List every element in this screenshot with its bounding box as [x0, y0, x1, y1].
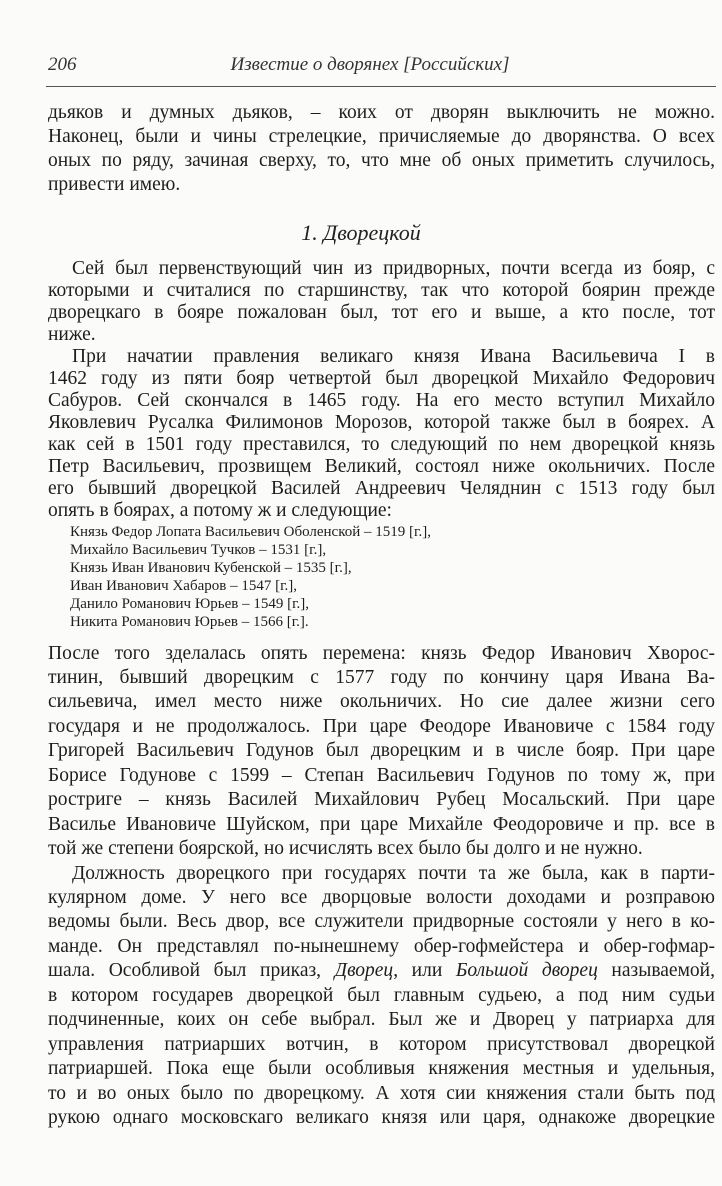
list-item: Князь Федор Лопата Васильевич Оболенской – 1519 [г.],: [70, 523, 431, 540]
text-line: После того зделалась опять перемена: князь Федор Иванович Хворос-: [48, 642, 715, 664]
text-line: в котором государев дворецкой был главным судьею, а под ним судьи: [48, 984, 715, 1006]
text-line: [48, 960, 715, 981]
text-line: Должность дворецкого при государях почти та же была, как в парти-: [72, 862, 715, 884]
text-line: опять в боярах, а потому ж и следующие:: [48, 499, 392, 521]
header-rule: [46, 86, 716, 87]
list-item: Михайло Васильевич Тучков – 1531 [г.],: [70, 541, 327, 558]
text-line: ведомы были. Весь двор, все служители придворные состояли у него в ко-: [48, 911, 715, 933]
text-line: ниже.: [48, 323, 96, 345]
text-line: Яковлевич Русалка Филимонов Морозов, которой также был в боярех. А: [48, 411, 715, 433]
text-line: сильевича, имел место ниже окольничих. Но сие далее жизни сего: [48, 691, 715, 713]
text-line: патриаршей. Пока еще были особливыя княжения местныя и удельныя,: [48, 1058, 715, 1080]
text-line: той же степени боярской, но исчислять всех было бы долго и не нужно.: [48, 838, 643, 860]
text-line: привести имею.: [48, 173, 181, 195]
text-line: манде. Он представлял по-нынешнему обер-гофмейстера и обер-гофмар-: [48, 935, 715, 957]
list-item: Данило Романович Юрьев – 1549 [г.],: [70, 595, 310, 612]
text-line: управления патриарших вотчин, в котором присутствовал дворецкой: [48, 1033, 715, 1055]
italic-term: Дворец: [334, 960, 394, 982]
running-title: Известие о дворянех [Российских]: [230, 54, 510, 75]
list-item: Князь Иван Иванович Кубенской – 1535 [г.],: [70, 559, 352, 576]
page-number: 206: [48, 54, 77, 75]
text-line: то и во оных было по дворецкому. А хотя сии княжения стали быть под: [48, 1082, 715, 1104]
text-line: дьяков и думных дьяков, – коих от дворян выключить не можно.: [48, 101, 715, 123]
text-span: , или: [393, 960, 456, 982]
text-line: Василье Ивановиче Шуйском, при царе Михайле Феодоровиче и пр. все в: [48, 813, 715, 835]
text-line: тинин, бывший дворецким с 1577 году по кончину царя Ивана Ва-: [48, 666, 715, 688]
text-line: При начатии правления великаго князя Ивана Васильевича I в: [72, 345, 715, 367]
text-line: Сабуров. Сей скончался в 1465 году. На его место вступил Михайло: [48, 389, 715, 411]
text-span: называемой,: [597, 960, 715, 982]
list-item: Никита Романович Юрьев – 1566 [г.].: [70, 613, 309, 630]
text-span: шала. Особливой был приказ,: [48, 960, 335, 982]
section-heading: 1. Дворецкой: [301, 220, 421, 245]
text-line: как сей в 1501 году преставился, то следующий по нем дворецкой князь: [48, 433, 715, 455]
text-line: Наконец, были и чины стрелецкие, причисляемые до дворянства. О всех: [48, 125, 715, 147]
text-line: 1462 году из пяти бояр четвертой был дворецкой Михайло Федорович: [48, 367, 715, 389]
text-line: оных по ряду, зачиная сверху, то, что мне об оных приметить случилось,: [48, 149, 715, 171]
list-item: Иван Иванович Хабаров – 1547 [г.],: [70, 577, 298, 594]
text-line: дворецкаго в бояре пожалован был, тот его и выше, а кто после, тот: [48, 301, 715, 323]
text-line: рукою однаго московскаго великаго князя или царя, однакоже дворецкие: [48, 1107, 715, 1129]
text-line: кулярном доме. У него все дворцовые волости доходами и розправою: [48, 887, 715, 908]
italic-term: Большой дворец: [455, 960, 598, 982]
text-line: которыми и считалися по старшинству, так что которой боярин прежде: [48, 279, 715, 301]
text-line: Петр Васильевич, прозвищем Великий, состоял ниже окольничих. После: [48, 455, 715, 477]
text-line: его бывший дворецкой Василей Андреевич Челяднин с 1513 году был: [48, 477, 715, 499]
text-line: подчиненные, коих он себе выбрал. Был же и Дворец у патриарха для: [48, 1009, 715, 1031]
text-line: Григорей Васильевич Годунов был дворецким и в числе бояр. При царе: [48, 740, 715, 762]
text-line: ростриге – князь Василей Михайлович Рубец Мосальский. При царе: [48, 789, 715, 811]
text-line: государя и не продолжалось. При царе Феодоре Ивановиче с 1584 году: [48, 715, 715, 737]
text-line: Борисе Годунове с 1599 – Степан Васильевич Годунов по тому ж, при: [48, 764, 715, 786]
text-line: Сей был первенствующий чин из придворных, почти всегда из бояр, с: [72, 257, 715, 279]
